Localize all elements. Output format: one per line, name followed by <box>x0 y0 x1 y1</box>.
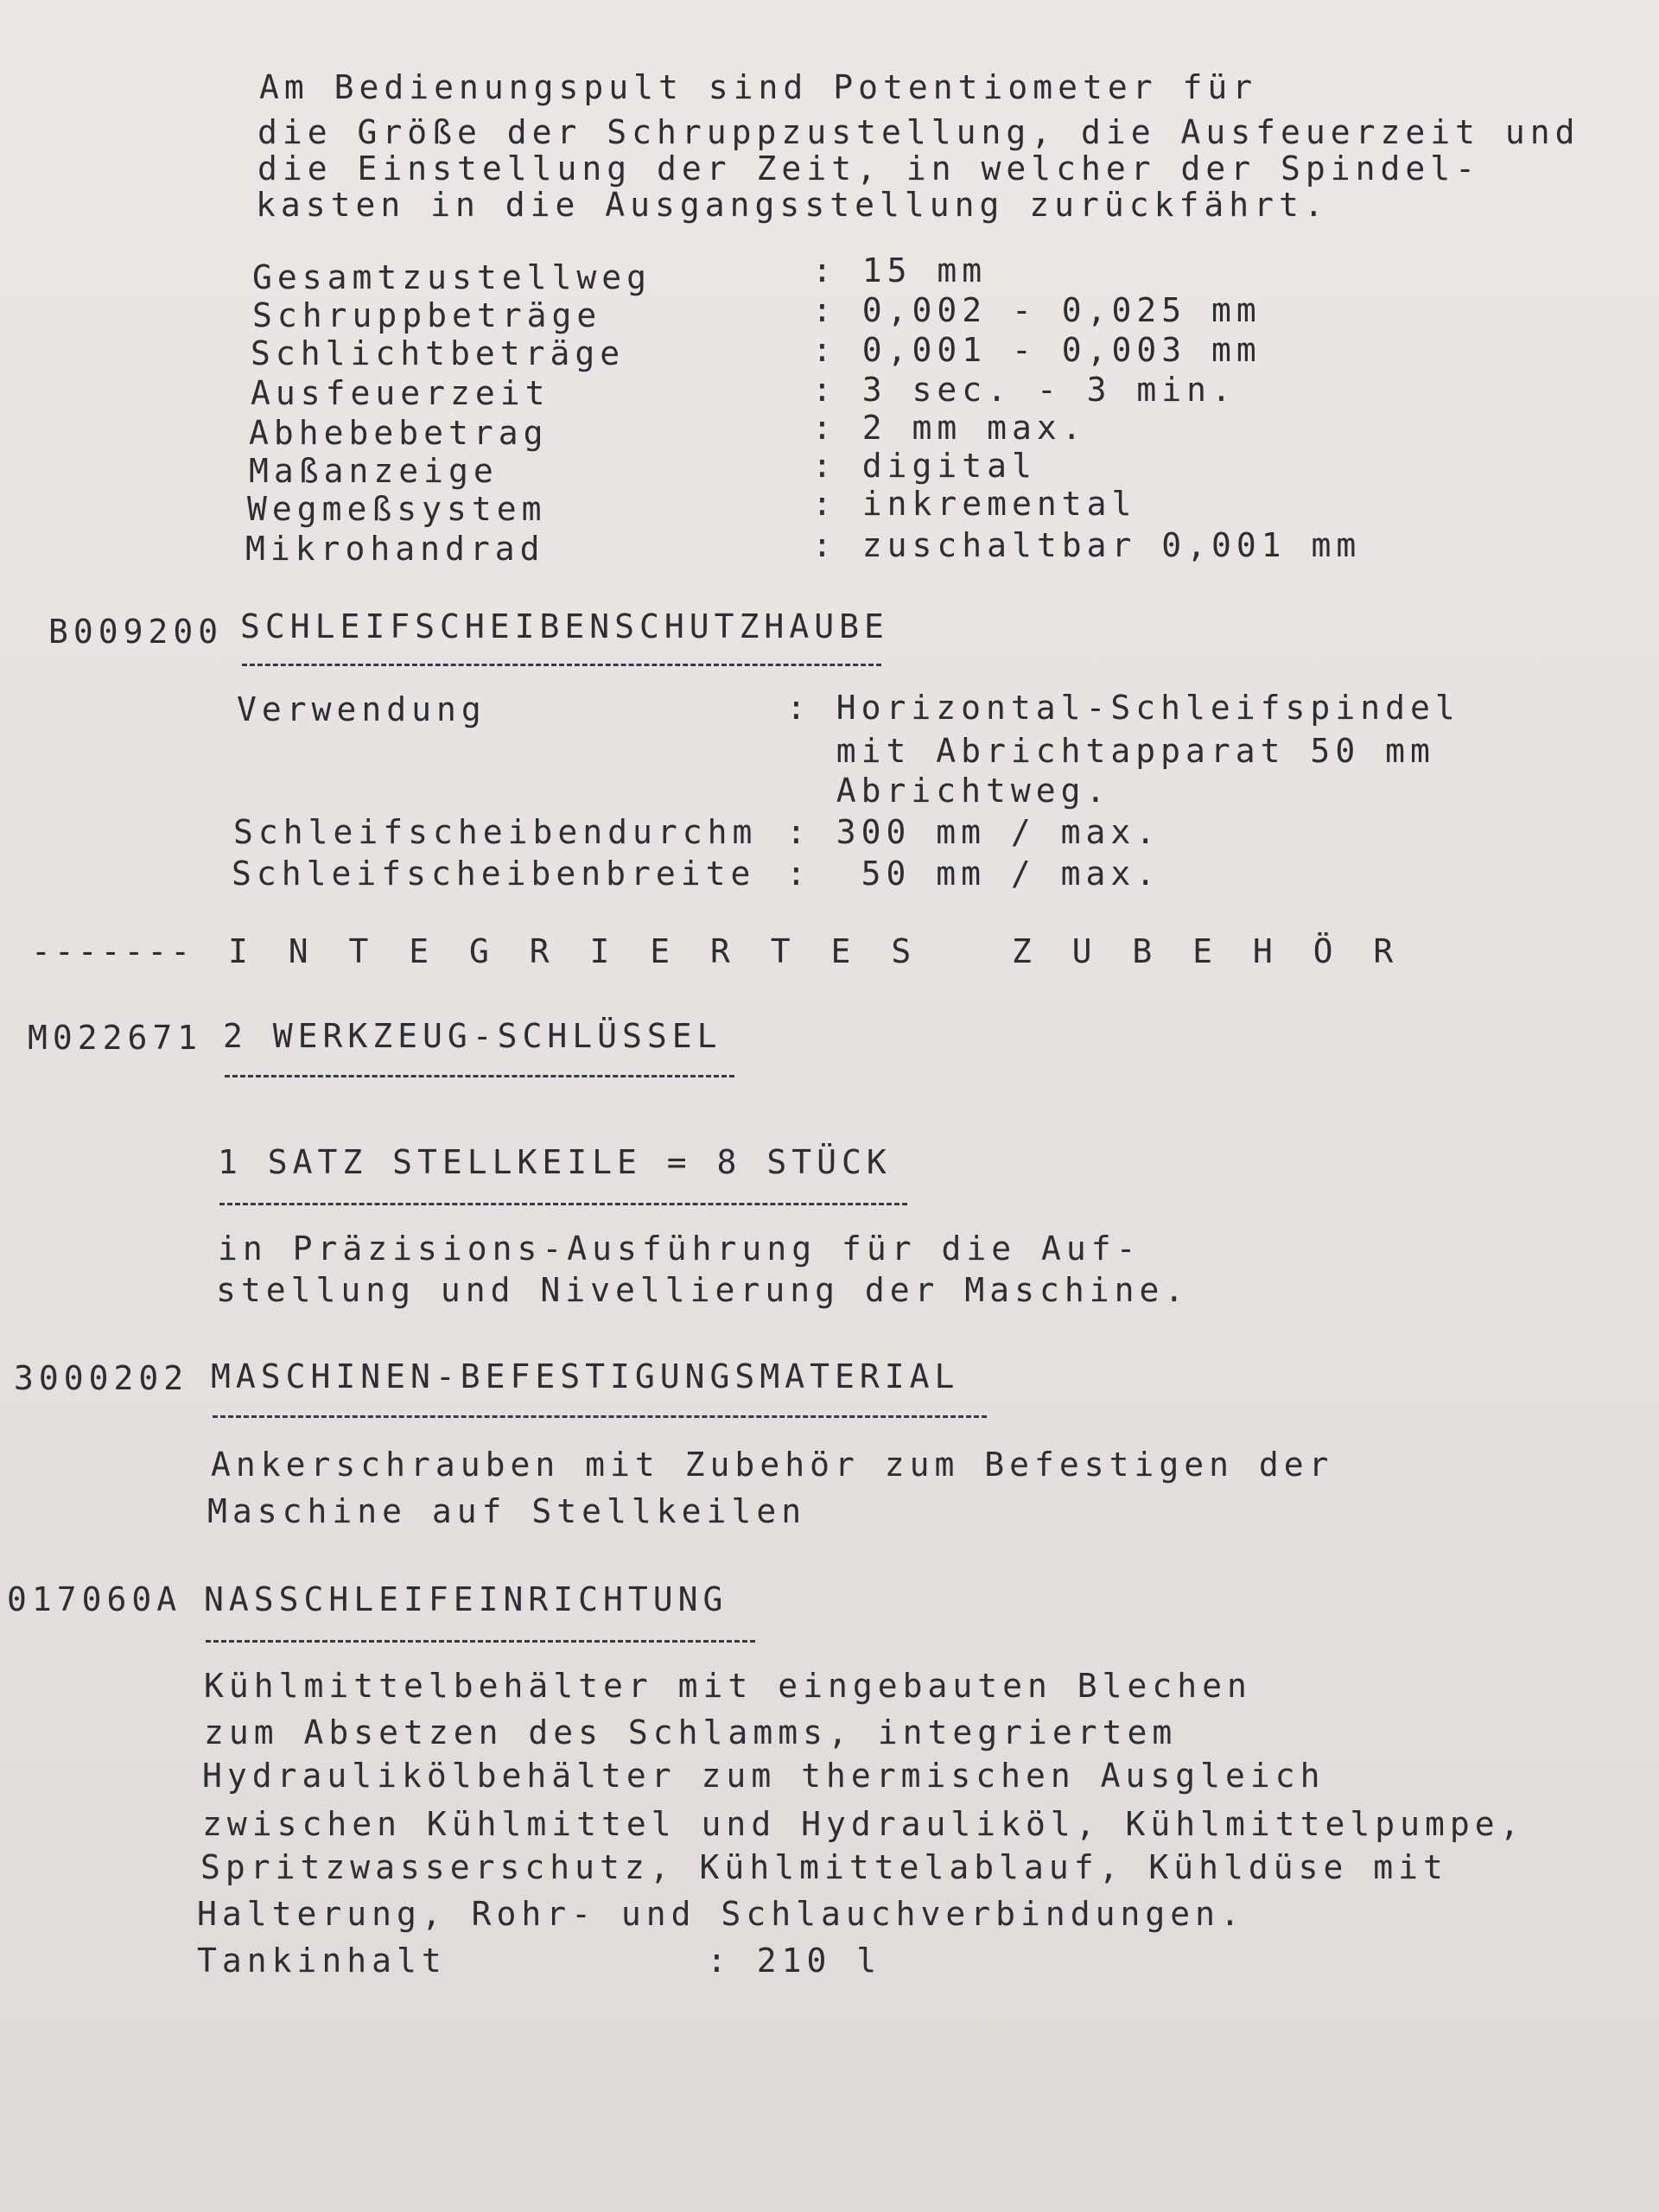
section-title: 1 SATZ STELLKEILE = 8 STÜCK <box>218 1143 892 1181</box>
section-title: NASSCHLEIFEINRICHTUNG <box>204 1580 728 1618</box>
spec-value: : zuschaltbar 0,001 mm <box>812 526 1362 564</box>
spec-value: : Horizontal-Schleifspindel <box>786 689 1460 727</box>
spec-label: Gesamtzustellweg <box>252 258 652 296</box>
tank-label: Tankinhalt <box>197 1942 447 1980</box>
spec-value: mit Abrichtapparat 50 mm <box>786 732 1435 770</box>
spec-label: Ausfeuerzeit <box>251 374 550 412</box>
intro-line-3: die Einstellung der Zeit, in welcher der Spindel- <box>257 149 1481 188</box>
spec-value: : 3 sec. - 3 min. <box>812 371 1236 409</box>
item-code: 017060A <box>7 1580 182 1618</box>
spec-label: Verwendung <box>237 690 486 728</box>
spec-label: Schlichtbeträge <box>251 334 626 372</box>
section-title: SCHLEIFSCHEIBENSCHUTZHAUBE <box>240 607 889 645</box>
heading-prefix: ------- <box>31 932 194 970</box>
spec-value: Abrichtweg. <box>786 772 1111 810</box>
item-code: 3000202 <box>14 1359 189 1397</box>
body-line: Hydraulikölbehälter zum thermischen Ausgleich <box>202 1757 1325 1795</box>
title-underline <box>206 1640 755 1643</box>
spec-label: Wegmeßsystem <box>247 490 547 528</box>
section-title: MASCHINEN-BEFESTIGUNGSMATERIAL <box>211 1357 960 1395</box>
section-title: 2 WERKZEUG-SCHLÜSSEL <box>223 1017 722 1055</box>
section-heading: I N T E G R I E R T E S Z U B E H Ö R <box>228 932 1404 970</box>
spec-label: Mikrohandrad <box>245 530 545 568</box>
spec-label: Maßanzeige <box>249 452 499 490</box>
item-code: B009200 <box>48 613 224 651</box>
body-line: Kühlmittelbehälter mit eingebauten Blechen <box>204 1667 1252 1705</box>
item-code: M022671 <box>28 1019 203 1057</box>
spec-value: : 300 mm / max. <box>786 813 1161 851</box>
body-line: Halterung, Rohr- und Schlauchverbindungen. <box>197 1895 1245 1933</box>
spec-value: : 0,001 - 0,003 mm <box>812 331 1262 369</box>
body-line: Maschine auf Stellkeilen <box>207 1492 807 1530</box>
spec-value: : 0,002 - 0,025 mm <box>812 291 1262 329</box>
body-line: Spritzwasserschutz, Kühlmittelablauf, Kühldüse mit <box>200 1848 1448 1886</box>
spec-label: Schruppbeträge <box>252 296 602 334</box>
body-line: in Präzisions-Ausführung für die Auf- <box>218 1230 1141 1268</box>
intro-line-1: Am Bedienungspult sind Potentiometer für <box>259 68 1258 106</box>
title-underline <box>242 664 881 666</box>
spec-value: : 2 mm max. <box>812 409 1087 447</box>
spec-value: : 15 mm <box>812 251 988 289</box>
body-line: zwischen Kühlmittel und Hydrauliköl, Kühlmittelpumpe, <box>202 1805 1525 1843</box>
body-line: stellung und Nivellierung der Maschine. <box>216 1271 1190 1309</box>
title-underline <box>213 1415 987 1418</box>
body-line: zum Absetzen des Schlamms, integriertem <box>204 1713 1178 1751</box>
intro-line-2: die Größe der Schruppzustellung, die Ausfeuerzeit und <box>257 113 1580 151</box>
spec-value: : digital <box>812 447 1037 485</box>
spec-label: Schleifscheibenbreite <box>232 855 756 893</box>
spec-label: Schleifscheibendurchm <box>233 813 758 851</box>
body-line: Ankerschrauben mit Zubehör zum Befestigen der <box>211 1446 1334 1484</box>
intro-line-4: kasten in die Ausgangsstellung zurückfährt. <box>256 186 1329 224</box>
spec-value: : 50 mm / max. <box>786 855 1161 893</box>
spec-label: Abhebebetrag <box>249 414 549 452</box>
tank-value: : 210 l <box>707 1942 882 1980</box>
title-underline <box>225 1075 734 1077</box>
spec-value: : inkremental <box>812 485 1137 523</box>
title-underline <box>219 1203 907 1205</box>
